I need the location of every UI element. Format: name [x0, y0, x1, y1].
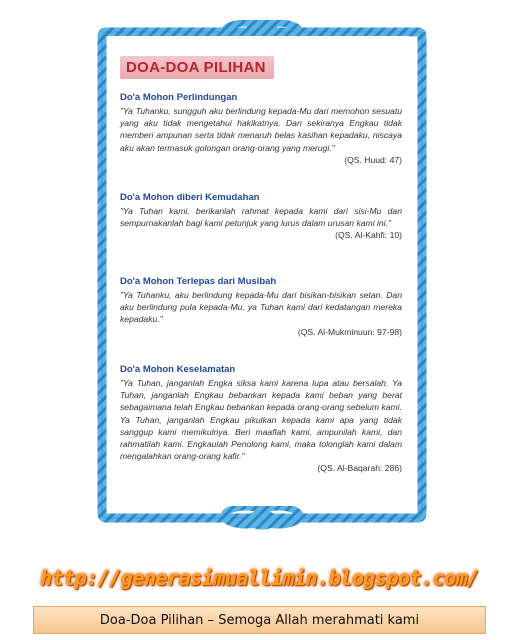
prayer-text: "Ya Tuhanku, aku berlindung kepada-Mu dari bisikan-bisikan setan. Dan aku berlindung pula kepada-Mu, ya Tuhan kami dari kedatangan mereka kepadaku.": [120, 290, 402, 325]
prayer-title: Do'a Mohon Perlindungan: [120, 92, 238, 103]
prayer-title: Do'a Mohon Keselamatan: [120, 364, 236, 375]
prayer-text: "Ya Tuhan, janganlah Engka siksa kami karena lupa atau bersalah. Ya Tuhan, janganlah Engkau bebankan kepada kami beban yang berat sebagaimana telah Engkau bebankan kepada orang-orang sebelum kami. Ya Tuhan, janganlah Engkau pikulkan kepada kami apa yang tidak sanggup kami memikulnya. Beri maaflah kami, ampunilah kami, dan rahmatilah kami. Engkaulah Penolong kami, maka tolonglah kami dalam mengalahkan orang-orang kafir.": [120, 378, 402, 462]
caption-bar: [33, 606, 486, 634]
prayer-text: "Ya Tuhan kami, berikanlah rahmat kepada kami dari sisi-Mu dan sempurnakanlah bagi kami petunjuk yang lurus dalam urusan kami ini.": [120, 206, 402, 229]
prayer-reference: (QS. Huud: 47): [344, 154, 402, 165]
prayer-title: Do'a Mohon Terlepas dari Musibah: [120, 276, 277, 287]
prayer-reference: (QS. Al-Kahfi: 10): [335, 230, 402, 241]
prayer-card: [108, 36, 410, 506]
prayer-item: [120, 364, 402, 473]
prayer-item: [120, 192, 402, 240]
blog-url-banner[interactable]: http://generasimuallimin.blogspot.com/: [40, 566, 479, 590]
prayer-title: Do'a Mohon diberi Kemudahan: [120, 192, 260, 203]
prayer-item: [120, 92, 402, 165]
prayer-reference: (QS. Al-Baqarah: 286): [317, 463, 402, 474]
card-title: DOA-DOA PILIHAN: [120, 56, 274, 79]
prayer-item: [120, 276, 402, 337]
prayer-text: "Ya Tuhanku, sungguh aku berlindung kepada-Mu dari memohon sesuatu yang aku tidak mengetahui hakikatnya. Dan sekiranya Engkau tidak memberi ampunan serta tidak menaruh belas kasihan kepadaku, niscaya aku akan termasuk golongan orang-orang yang merugi.": [120, 106, 402, 153]
prayer-reference: (QS. Al-Mukminuun: 97-98): [297, 326, 402, 337]
caption-text: Doa-Doa Pilihan – Semoga Allah merahmati kami: [99, 612, 420, 628]
